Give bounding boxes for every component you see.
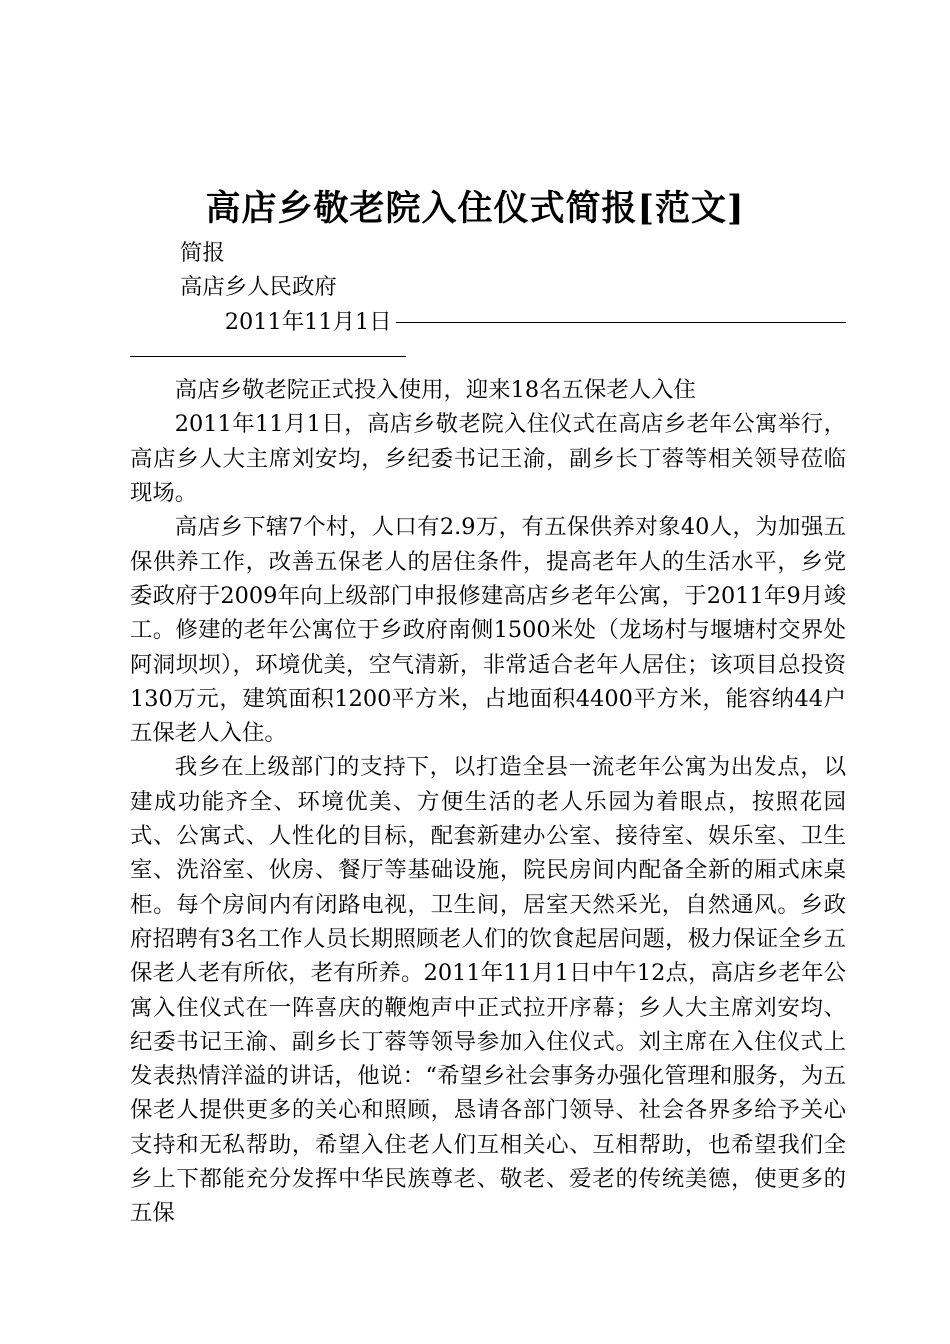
separator-rule [396,322,846,323]
news-headline: 高店乡敬老院正式投入使用，迎来18名五保老人入住 [174,377,696,404]
body-paragraph-2: 高店乡下辖7个村，人口有2.9万，有五保供养对象40人，为加强五保供养工作，改善五保老人的居住条件，提高老年人的生活水平，乡党委政府于2009年向上级部门申报修建高店乡老年公寓，于2011年9月竣工。修建的老年公寓位于乡政府南侧1500米处（龙场村与堰塘村交界处阿洞坝坝），环境优美，空气清新，非常适合老年人居住；该项目总投资130万元，建筑面积1200平方米，占地面积4400平方米，能容纳44户五保老人入住。 [130,514,846,747]
separator-rule-tail [130,356,406,357]
bulletin-date-line [130,305,846,339]
bulletin-date: 2011年11月1日 [224,308,392,335]
body-paragraph-3: 我乡在上级部门的支持下，以打造全县一流老年公寓为出发点，以建成功能齐全、环境优美、方便生活的老人乐园为着眼点，按照花园式、公寓式、人性化的目标，配套新建办公室、接待室、娱乐室、卫生室、洗浴室、伙房、餐厅等基础设施，院民房间内配备全新的厢式床桌柜。每个房间内有闭路电视，卫生间，居室天然采光，自然通风。乡政府招聘有3名工作人员长期照顾老人们的饮食起居问题，极力保证全乡五保老人老有所依，老有所养。2011年11月1日中午12点，高店乡老年公寓入住仪式在一阵喜庆的鞭炮声中正式拉开序幕；乡人大主席刘安均、纪委书记王渝、副乡长丁蓉等领导参加入住仪式。刘主席在入住仪式上发表热情洋溢的讲话，他说：“希望乡社会事务办强化管理和服务，为五保老人提供更多的关心和照顾，恳请各部门领导、社会各界多给予关心支持和无私帮助，希望入住老人们互相关心、互相帮助，也希望我们全乡上下都能充分发挥中华民族尊老、敬老、爱老的传统美德，使更多的五保 [130,754,846,1227]
body-paragraph-1: 2011年11月1日，高店乡敬老院入住仪式在高店乡老年公寓举行，高店乡人大主席刘安均，乡纪委书记王渝，副乡长丁蓉等相关领导莅临现场。 [130,411,846,507]
document-title: 高店乡敬老院入住仪式简报[范文] [205,188,745,229]
bulletin-issuer: 高店乡人民政府 [180,274,337,301]
document-body [130,236,846,1231]
bulletin-type: 简报 [180,240,225,266]
separator-rule-continued [130,339,846,373]
